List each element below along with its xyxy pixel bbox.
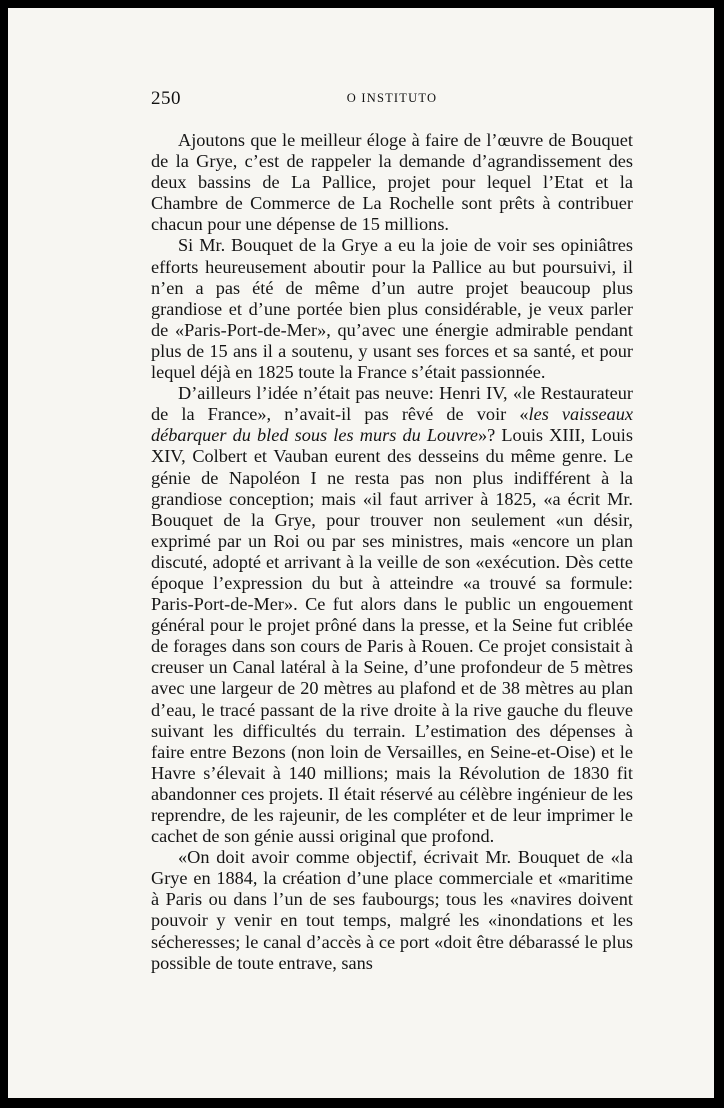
page-body <box>151 130 633 974</box>
paragraph-bouquet-pallice: Ajoutons que le meilleur éloge à faire de l’œuvre de Bouquet de la Grye, c’est de rappeler la demande d’agrandissement des deux bassins de La Pallice, projet pour lequel l’Etat et la Chambre de Commerce de La Rochelle sont prêts à contribuer chacun pour une dépense de 15 millions. <box>151 130 633 235</box>
running-head: O INSTITUTO <box>346 91 438 105</box>
page-header <box>151 88 633 112</box>
page-number: 250 <box>151 88 181 109</box>
scanned-book-page <box>8 8 714 1098</box>
paragraph-paris-port-de-mer: Si Mr. Bouquet de la Grye a eu la joie de voir ses opiniâtres efforts heureusement aboutir pour la Pallice au but poursuivi, il n’en a pas été de même d’un autre projet beaucoup plus grandiose et d’une portée bien plus considérable, je veux parler de «Paris-Port-de-Mer», qu’avec une énergie admirable pendant plus de 15 ans il a soutenu, y usant ses forces et sa santé, et pour lequel déjà en 1825 toute la France s’était passionnée. <box>151 235 633 383</box>
historical-text-before-quote: D’ailleurs l’idée n’était pas neuve: Henri IV, «le Restaurateur de la France», n’avait-il pas rêvé de voir « <box>151 383 633 425</box>
historical-text-after-quote: »? Louis XIII, Louis XIV, Colbert et Vauban eurent des desseins du même genre. Le génie de Napoléon I ne resta pas non plus indifférent à la grandiose conception; mais «il faut arriver à 1825, «a écrit Mr. Bouquet de la Grye, pour trouver non seulement «un désir, exprimé par un Roi ou par ses ministres, mais «encore un plan discuté, adopté et arrivant à la veille de son «exécution. Dès cette époque l’expression du but à atteindre «a trouvé sa formule: Paris-Port-de-Mer». Ce fut alors dans le public un engouement général pour le projet prôné dans la presse, et la Seine fut criblée de forages dans son cours de Paris à Rouen. Ce projet consistait à creuser un Canal latéral à la Seine, d’une profondeur de 5 mètres avec une largeur de 20 mètres au plafond et de 38 mètres au plan d’eau, le tracé passant de la rive droite à la rive gauche du fleuve suivant les difficultés du terrain. L’estimation des dépenses à faire entre Bezons (non loin de Versailles, en Seine-et-Oise) et le Havre s’élevait à 140 millions; mais la Révolution de 1830 fit abandonner ces projets. Il était réservé au célèbre ingénieur de les reprendre, de les rajeunir, de les compléter et de leur imprimer le cachet de son génie aussi original que profond. <box>151 425 633 847</box>
paragraph-bouquet-quote: «On doit avoir comme objectif, écrivait Mr. Bouquet de «la Grye en 1884, la création d’une place commerciale et «maritime à Paris ou dans l’un de ses faubourgs; tous les «navires doivent pouvoir y venir en tout temps, malgré les «inondations et les sécheresses; le canal d’accès à ce port «doit être débarassé le plus possible de toute entrave, sans <box>151 847 633 973</box>
paragraph-historical-project <box>151 383 633 847</box>
italic-quotation: les vaisseaux débarquer du bled sous les murs du Louvre <box>151 404 633 446</box>
